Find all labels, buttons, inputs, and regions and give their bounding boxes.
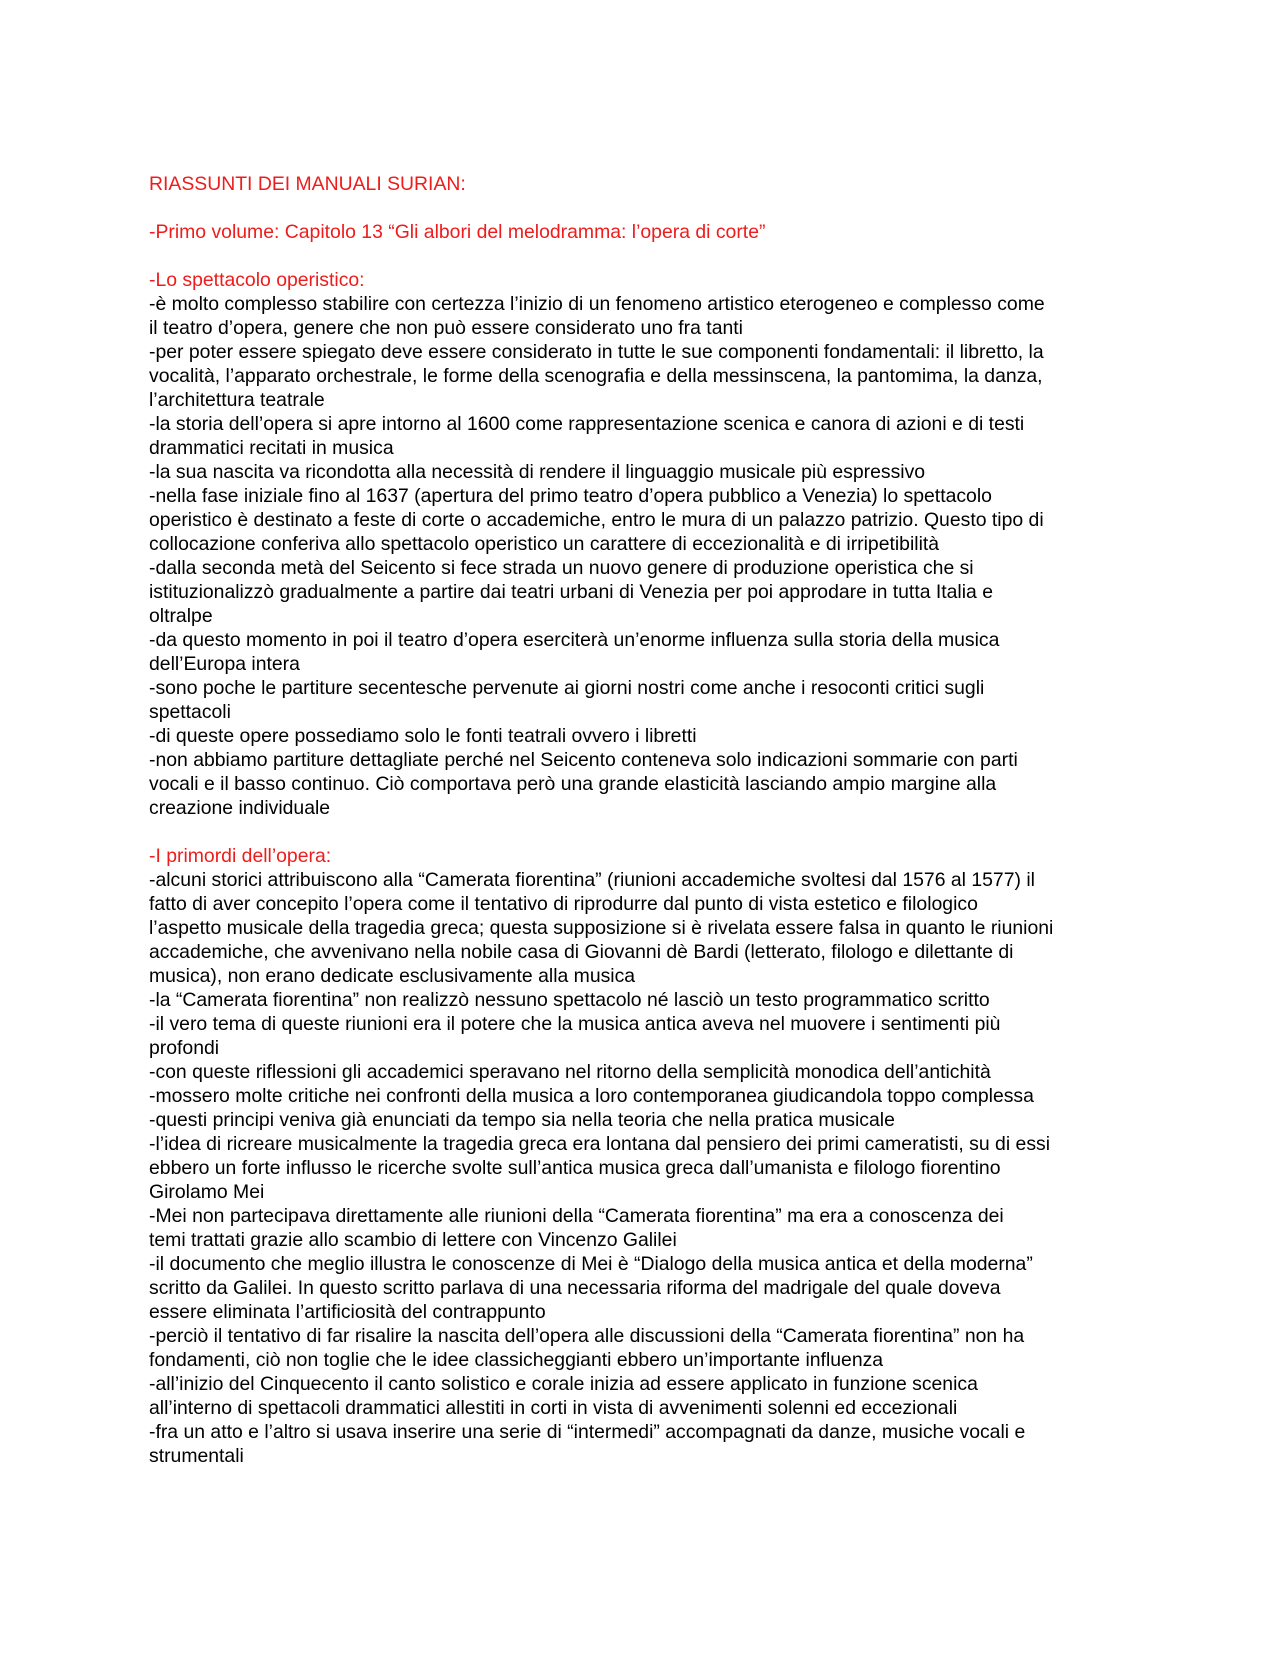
- text-line: -il vero tema di queste riunioni era il potere che la musica antica aveva nel muovere i sentimenti più: [149, 1013, 1001, 1035]
- section-body: [149, 868, 1139, 1468]
- text-line: temi trattati grazie allo scambio di lettere con Vincenzo Galilei: [149, 1229, 677, 1251]
- text-line: -è molto complesso stabilire con certezza l’inizio di un fenomeno artistico eterogeneo e complesso come: [149, 293, 1045, 315]
- text-line: scritto da Galilei. In questo scritto parlava di una necessaria riforma del madrigale del quale doveva: [149, 1277, 1001, 1299]
- chapter-subtitle: -Primo volume: Capitolo 13 “Gli albori del melodramma: l’opera di corte”: [149, 221, 766, 243]
- text-line: all’interno di spettacoli drammatici allestiti in corti in vista di avvenimenti solenni ed eccezionali: [149, 1397, 958, 1419]
- text-line: -Mei non partecipava direttamente alle riunioni della “Camerata fiorentina” ma era a conoscenza dei: [149, 1205, 1004, 1227]
- text-line: -il documento che meglio illustra le conoscenze di Mei è “Dialogo della musica antica et della moderna”: [149, 1253, 1033, 1275]
- text-line: -la sua nascita va ricondotta alla necessità di rendere il linguaggio musicale più espressivo: [149, 461, 926, 483]
- text-line: -di queste opere possediamo solo le fonti teatrali ovvero i libretti: [149, 725, 697, 747]
- text-line: oltralpe: [149, 605, 213, 627]
- section-body: [149, 292, 1139, 820]
- text-line: -fra un atto e l’altro si usava inserire una serie di “intermedi” accompagnati da danze, musiche vocali e: [149, 1421, 1026, 1443]
- text-line: fondamenti, ciò non toglie che le idee classicheggianti ebbero un’importante influenza: [149, 1349, 884, 1371]
- text-line: vocali e il basso continuo. Ciò comportava però una grande elasticità lasciando ampio margine alla: [149, 773, 997, 795]
- text-line: essere eliminata l’artificiosità del contrappunto: [149, 1301, 546, 1323]
- text-line: -perciò il tentativo di far risalire la nascita dell’opera alle discussioni della “Camerata fiorentina” non ha: [149, 1325, 1025, 1347]
- text-line: -non abbiamo partiture dettagliate perché nel Seicento conteneva solo indicazioni sommarie con parti: [149, 749, 1018, 771]
- text-line: l’architettura teatrale: [149, 389, 325, 411]
- text-line: drammatici recitati in musica: [149, 437, 394, 459]
- text-line: -nella fase iniziale fino al 1637 (apertura del primo teatro d’opera pubblico a Venezia) lo spettacolo: [149, 485, 992, 507]
- text-line: -la storia dell’opera si apre intorno al 1600 come rappresentazione scenica e canora di azioni e di testi: [149, 413, 1025, 435]
- text-line: Girolamo Mei: [149, 1181, 265, 1203]
- document-title: RIASSUNTI DEI MANUALI SURIAN:: [149, 173, 466, 195]
- text-line: collocazione conferiva allo spettacolo operistico un carattere di eccezionalità e di irripetibilità: [149, 533, 940, 555]
- text-line: -alcuni storici attribuiscono alla “Camerata fiorentina” (riunioni accademiche svoltesi dal 1576 al 1577) il: [149, 869, 1035, 891]
- text-line: il teatro d’opera, genere che non può essere considerato uno fra tanti: [149, 317, 743, 339]
- spacer: [149, 244, 1139, 268]
- text-line: -sono poche le partiture secentesche pervenute ai giorni nostri come anche i resoconti critici sugli: [149, 677, 985, 699]
- text-line: profondi: [149, 1037, 220, 1059]
- text-line: -all’inizio del Cinquecento il canto solistico e corale inizia ad essere applicato in funzione scenica: [149, 1373, 978, 1395]
- text-line: accademiche, che avvenivano nella nobile casa di Giovanni dè Bardi (letterato, filologo e dilettante di: [149, 941, 1014, 963]
- text-line: -l’idea di ricreare musicalmente la tragedia greca era lontana dal pensiero dei primi cameratisti, su di essi: [149, 1133, 1051, 1155]
- text-line: -con queste riflessioni gli accademici speravano nel ritorno della semplicità monodica dell’antichità: [149, 1061, 991, 1083]
- text-line: creazione individuale: [149, 797, 331, 819]
- spacer: [149, 820, 1139, 844]
- text-line: vocalità, l’apparato orchestrale, le forme della scenografia e della messinscena, la pantomima, la danza,: [149, 365, 1043, 387]
- section-lo-spettacolo-operistico: [149, 268, 1139, 820]
- text-line: l’aspetto musicale della tragedia greca; questa supposizione si è rivelata essere falsa in quanto le riunioni: [149, 917, 1054, 939]
- text-line: -per poter essere spiegato deve essere considerato in tutte le sue componenti fondamentali: il libretto, la: [149, 341, 1044, 363]
- text-line: -questi principi veniva già enunciati da tempo sia nella teoria che nella pratica musicale: [149, 1109, 895, 1131]
- section-heading: -I primordi dell’opera:: [149, 845, 332, 867]
- text-line: -da questo momento in poi il teatro d’opera eserciterà un’enorme influenza sulla storia della musica: [149, 629, 1000, 651]
- document-page: [149, 172, 1139, 1468]
- text-line: istituzionalizzò gradualmente a partire dai teatri urbani di Venezia per poi approdare in tutta Italia e: [149, 581, 994, 603]
- text-line: -mossero molte critiche nei confronti della musica a loro contemporanea giudicandola toppo complessa: [149, 1085, 1034, 1107]
- text-line: dell’Europa intera: [149, 653, 300, 675]
- text-line: strumentali: [149, 1445, 244, 1467]
- text-line: musica), non erano dedicate esclusivamente alla musica: [149, 965, 636, 987]
- section-heading: -Lo spettacolo operistico:: [149, 269, 365, 291]
- text-line: spettacoli: [149, 701, 231, 723]
- spacer: [149, 196, 1139, 220]
- text-line: ebbero un forte influsso le ricerche svolte sull’antica musica greca dall’umanista e filologo fiorentino: [149, 1157, 1001, 1179]
- section-i-primordi-dell-opera: [149, 844, 1139, 1468]
- text-line: -dalla seconda metà del Seicento si fece strada un nuovo genere di produzione operistica che si: [149, 557, 974, 579]
- text-line: fatto di aver concepito l’opera come il tentativo di riprodurre dal punto di vista estetico e filologico: [149, 893, 978, 915]
- text-line: -la “Camerata fiorentina” non realizzò nessuno spettacolo né lasciò un testo programmatico scritto: [149, 989, 990, 1011]
- text-line: operistico è destinato a feste di corte o accademiche, entro le mura di un palazzo patrizio. Questo tipo di: [149, 509, 1044, 531]
